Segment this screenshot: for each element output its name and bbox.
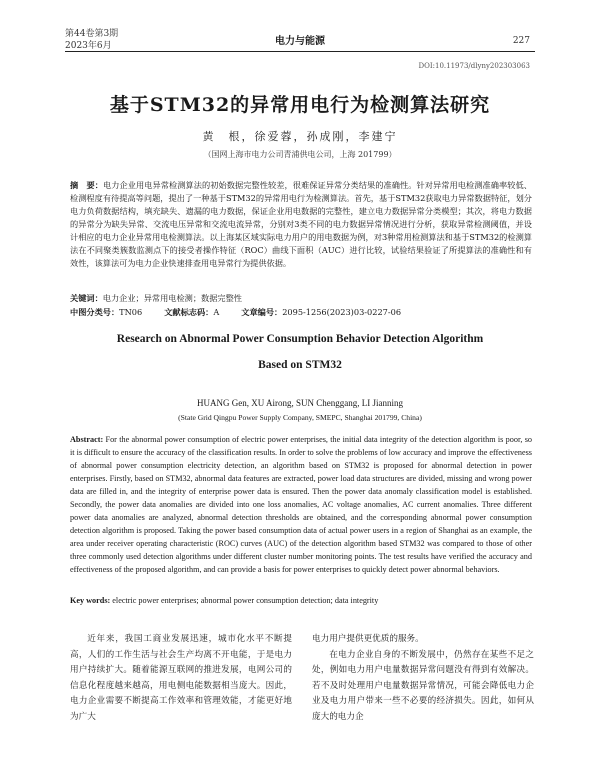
clc-value: TN06 <box>119 307 143 317</box>
article-no-label: 文章编号： <box>241 307 283 317</box>
body-paragraph-continued: 电力用户提供更优质的服务。 <box>312 634 424 644</box>
paper-title-cn: 基于STM32的异常用电行为检测算法研究 <box>109 94 491 116</box>
doc-code-value: A <box>213 307 220 317</box>
keywords-cn <box>70 292 532 305</box>
keywords-en-label: Key words: <box>70 596 111 605</box>
abstract-cn-text: 电力企业用电异常检测算法的初始数据完整性较差，很难保证异常分类结果的准确性。针对异常用电检测准确率较低、检测程度有待提高等问题，提出了一种基于STM32的异常用电行为检测算法。首先，基于STM32获取电力异常数据特征，划分电力负荷数据结构，填充缺失、遗漏的电力数据，保证企业用电数据的完整性，建立电力数据异常分类模型；其次，将电力数据的异常分为缺失异常、交流电压异常和交流电流异常，分别对3类不同的电力数据异常情况进行分析，获取异常检测阈值，并设计相应的电力企业异常用电检测算法。以上海某区域实际电力用户的用电数据为例，对3种常用检测算法和基于STM32的检测算法在不同聚类簇数监测点下的接受者操作特征（ROC）曲线下面积（AUC）进行比较，试验结果验证了所提算法的准确性和有效性，该算法可为电力企业快速排查用电异常行为提供依据。 <box>70 180 532 268</box>
volume-issue: 第44卷第3期 <box>65 29 119 39</box>
page-number: 227 <box>512 36 530 46</box>
keywords-cn-text: 电力企业；异常用电检测；数据完整性 <box>102 293 242 303</box>
paper-title-en-line2: Based on STM32 <box>258 359 342 371</box>
keywords-en-text: electric power enterprises; abnormal power consumption detection; data integrity <box>112 596 379 605</box>
authors-cn: 黄 根，徐爱蓉，孙成刚，李建宁 <box>202 130 398 143</box>
authors-en: HUANG Gen, XU Airong, SUN Chenggang, LI Jianning <box>197 398 403 408</box>
issue-date: 2023年6月 <box>65 41 112 51</box>
affiliation-en: (State Grid Qingpu Power Supply Company, SMEPC, Shanghai 201799, China) <box>178 413 422 422</box>
doc-code-label: 文献标志码： <box>164 307 214 317</box>
paper-title-en-line1: Research on Abnormal Power Consumption Behavior Detection Algorithm <box>116 333 484 345</box>
journal-name: 电力与能源 <box>275 36 325 47</box>
keywords-cn-label: 关键词： <box>70 293 103 303</box>
doi: DOI:10.11973/dlyny202303063 <box>418 62 530 70</box>
abstract-en <box>70 433 532 576</box>
keywords-en <box>70 594 532 607</box>
header-divider <box>65 51 535 52</box>
classification-cn <box>70 306 532 319</box>
affiliation-cn: （国网上海市电力公司青浦供电公司，上海 201799） <box>203 150 397 159</box>
clc-label: 中图分类号： <box>70 307 120 317</box>
article-no-value: 2095-1256(2023)03-0227-06 <box>282 307 402 317</box>
body-paragraph: 近年来，我国工商业发展迅速，城市化水平不断提高，人们的工作生活与社会生产均离不开电能，于是电力用户持续扩大。随着能源互联网的推进发展，电网公司的信息化程度越来越高，用电侧电能数据相当庞大。因此，电力企业需要不断提高工作效率和管理效能，才能更好地为广大 <box>70 634 292 722</box>
body-left-column <box>70 632 292 725</box>
body-paragraph: 在电力企业自身的不断发展中，仍然存在某些不足之处，例如电力用户电量数据异常问题没有得到有效解决。若不及时处理用户电量数据异常情况，可能会降低电力企业及电力用户带来一些不必要的经济损失。因此，如何从庞大的电力企 <box>312 649 534 722</box>
abstract-en-label: Abstract: <box>70 435 104 444</box>
abstract-cn <box>70 179 532 270</box>
abstract-cn-label: 摘 要： <box>70 180 104 190</box>
body-right-column <box>312 632 534 725</box>
abstract-en-text: For the abnormal power consumption of electric power enterprises, the initial data integrity of the detection algorithm is poor, so it is difficult to ensure the accuracy of the classification results. In order to solve the problems of low accuracy and improve the effectiveness of abnormal power consumption electricity detection, an algorithm based on STM32 is proposed for abnormal detection in power enterprises. Firstly, based on STM32, abnormal data features are extracted, power load data structures are divided, missing and wrong power data are filled in, and the integrity of enterprise power data is ensured. Then the power data anomaly classification model is established. Secondly, the power data anomalies are divided into one loss anomalies, AC voltage anomalies, AC current anomalies. Three different power data anomalies are analyzed, abnormal detection thresholds are obtained, and the corresponding abnormal power consumption detection algorithm is proposed. Taking the power based consumption data of actual power users in a region of Shanghai as an example, the area under receiver operating characteristic (ROC) curves (AUC) of the detection algorithm based STM32 was compared to those of other three commonly used detection algorithms under different cluster number monitoring points. The test results have verified the accuracy and effectiveness of the proposed algorithm, and can provide a basis for power enterprises to quickly detect power abnormal behaviors. <box>70 435 532 574</box>
